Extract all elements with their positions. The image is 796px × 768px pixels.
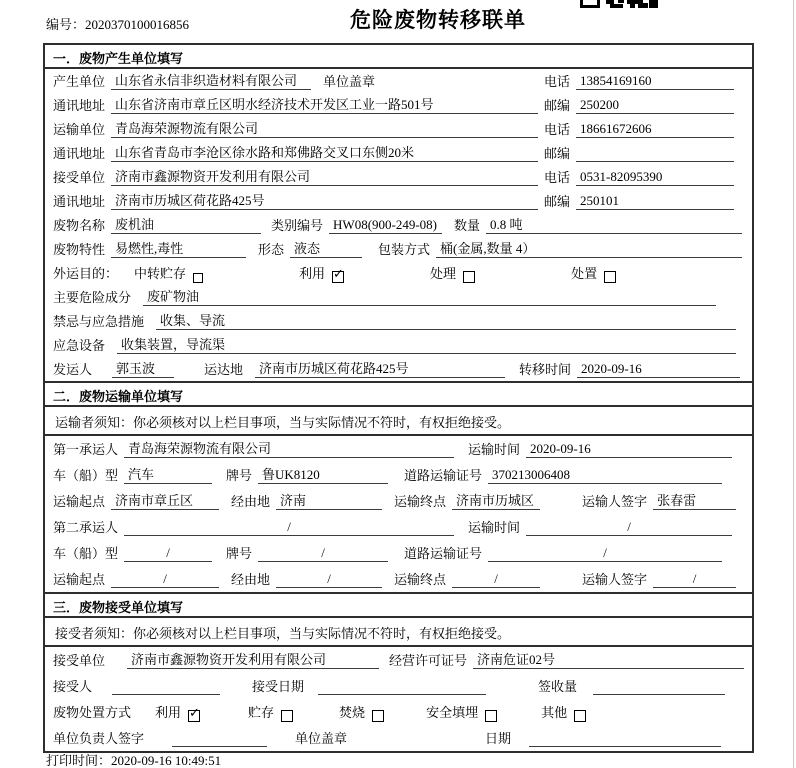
disposal-method-row xyxy=(45,699,752,725)
origin-2-label: 运输起点 xyxy=(53,572,106,587)
origin-1-value: 济南市章丘区 xyxy=(111,490,219,510)
producer-zip-label: 邮编 xyxy=(543,98,570,113)
first-carrier-row xyxy=(45,436,752,462)
date-label: 日期 xyxy=(485,731,512,746)
receiver-phone-value: 0531-82095390 xyxy=(576,169,734,186)
waste-characteristics-label: 废物特性 xyxy=(53,242,106,257)
emergency-measures-label: 禁忌与应急措施 xyxy=(53,314,145,329)
plate-number-1-label: 牌号 xyxy=(226,468,253,483)
unit-head-signature-row xyxy=(45,725,752,751)
transporter-unit-value: 青岛海荣源物流有限公司 xyxy=(111,118,538,138)
producer-address-value: 山东省济南市章丘区明水经济技术开发区工业一路501号 xyxy=(111,94,538,114)
first-carrier-value: 青岛海荣源物流有限公司 xyxy=(124,438,454,458)
destination-value: 济南市历城区荷花路425号 xyxy=(255,358,505,378)
purpose-option-dispose: 处置 xyxy=(571,263,616,282)
route-1-row xyxy=(45,488,752,514)
second-carrier-value: / xyxy=(124,519,454,536)
page-right-edge xyxy=(793,0,794,768)
via-2-label: 经由地 xyxy=(231,572,271,587)
physical-form-label: 形态 xyxy=(258,242,285,257)
transporter-address-label: 通讯地址 xyxy=(53,146,106,161)
disposal-method-label: 废物处置方式 xyxy=(53,705,132,720)
section-1-heading: 一．废物产生单位填写 xyxy=(45,45,752,69)
transporter-address-row xyxy=(45,141,752,165)
terminus-2-value: / xyxy=(452,571,540,588)
hazard-components-row xyxy=(45,285,752,309)
plate-number-2-label: 牌号 xyxy=(226,546,253,561)
vehicle-type-1-value: 汽车 xyxy=(124,464,212,484)
carrier-sign-1-value: 张春雷 xyxy=(653,490,736,510)
transport-time-2-label: 运输时间 xyxy=(468,520,521,535)
waste-name-label: 废物名称 xyxy=(53,218,106,233)
via-1-value: 济南 xyxy=(276,490,382,510)
destination-label: 运达地 xyxy=(204,362,244,377)
waste-characteristics-row xyxy=(45,237,752,261)
consignor-value: 郭玉波 xyxy=(112,358,174,378)
emergency-equipment-value: 收集装置，导流渠 xyxy=(117,334,736,354)
physical-form-value: 液态 xyxy=(290,238,362,258)
waste-name-value: 废机油 xyxy=(111,214,261,234)
second-carrier-row xyxy=(45,514,752,540)
accept-date-value xyxy=(318,680,486,695)
producer-phone-value: 13854169160 xyxy=(576,73,734,90)
carrier-sign-1-label: 运输人签字 xyxy=(582,494,648,509)
section-3-heading: 三．废物接受单位填写 xyxy=(45,592,752,618)
form-title: 危险废物转移联单 xyxy=(350,9,526,32)
transport-time-1-value: 2020-09-16 xyxy=(526,441,732,458)
acceptor-value xyxy=(112,680,220,695)
first-carrier-label: 第一承运人 xyxy=(53,442,119,457)
utilize-checkbox xyxy=(332,271,344,283)
receiver-zip-label: 邮编 xyxy=(543,194,570,209)
receiver-unit-label: 接受单位 xyxy=(53,170,106,185)
section-2-heading: 二．废物运输单位填写 xyxy=(45,381,752,407)
emergency-equipment-row xyxy=(45,333,752,357)
vehicle-type-1-label: 车（船）型 xyxy=(53,468,119,483)
accepting-unit-row xyxy=(45,647,752,673)
carrier-sign-2-value: / xyxy=(653,571,736,588)
print-time xyxy=(46,750,221,768)
purpose-option-treat: 处理 xyxy=(430,263,475,282)
producer-phone-label: 电话 xyxy=(543,74,570,89)
packaging-value: 桶(金属,数量 4） xyxy=(436,238,742,258)
disposal-incinerate-checkbox xyxy=(372,710,384,722)
acceptor-label: 接受人 xyxy=(53,679,93,694)
receiver-address-label: 通讯地址 xyxy=(53,194,106,209)
transfer-form-table xyxy=(43,43,754,753)
terminus-1-label: 运输终点 xyxy=(394,494,447,509)
transporter-notice: 运输者须知：你必须核对以上栏目事项，当与实际情况不符时，有权拒绝接受。 xyxy=(45,407,752,436)
disposal-store-checkbox xyxy=(281,710,293,722)
category-code-value: HW08(900-249-08) xyxy=(329,217,442,234)
emergency-measures-row xyxy=(45,309,752,333)
print-time-label: 打印时间： xyxy=(46,753,112,768)
acceptor-row xyxy=(45,673,752,699)
via-1-label: 经由地 xyxy=(231,494,271,509)
transfer-date-value: 2020-09-16 xyxy=(577,361,740,378)
transport-time-1-label: 运输时间 xyxy=(468,442,521,457)
emergency-equipment-label: 应急设备 xyxy=(53,338,106,353)
transporter-phone-value: 18661672606 xyxy=(576,121,734,138)
disposal-landfill-checkbox xyxy=(485,710,497,722)
plate-number-2-value: / xyxy=(258,545,388,562)
transporter-phone-label: 电话 xyxy=(543,122,570,137)
purpose-option-transit-storage: 中转贮存 xyxy=(134,263,203,282)
unit-seal-label: 单位盖章 xyxy=(295,731,348,746)
transfer-date-label: 转移时间 xyxy=(519,362,572,377)
vehicle-2-row xyxy=(45,540,752,566)
second-carrier-label: 第二承运人 xyxy=(53,520,119,535)
producer-zip-value: 250200 xyxy=(576,97,734,114)
receiver-unit-row xyxy=(45,165,752,189)
transit-storage-checkbox xyxy=(193,273,203,283)
purpose-option-utilize: 利用 ✓ xyxy=(299,263,344,282)
vehicle-type-2-value: / xyxy=(124,545,212,562)
document-header xyxy=(43,6,755,36)
transfer-purpose-label: 外运目的： xyxy=(53,266,119,281)
waste-name-row xyxy=(45,213,752,237)
unit-head-signature-label: 单位负责人签字 xyxy=(53,731,145,746)
receiver-address-value: 济南市历城区荷花路425号 xyxy=(111,190,538,210)
road-permit-2-value: / xyxy=(488,545,722,562)
vehicle-type-2-label: 车（船）型 xyxy=(53,546,119,561)
disposal-option-other: 其他 xyxy=(541,702,586,721)
terminus-2-label: 运输终点 xyxy=(394,572,447,587)
origin-1-label: 运输起点 xyxy=(53,494,106,509)
dispose-checkbox xyxy=(604,271,616,283)
road-permit-2-label: 道路运输证号 xyxy=(404,546,483,561)
consignor-label: 发运人 xyxy=(53,362,93,377)
receiver-address-row xyxy=(45,189,752,213)
receiver-notice: 接受者须知：你必须核对以上栏目事项，当与实际情况不符时，有权拒绝接受。 xyxy=(45,618,752,647)
license-number-label: 经营许可证号 xyxy=(389,653,468,668)
serial-label: 编号： xyxy=(46,17,86,32)
road-permit-1-value: 370213006408 xyxy=(488,467,722,484)
date-value xyxy=(529,732,721,747)
producer-unit-value: 山东省永信非织造材料有限公司 xyxy=(111,70,311,90)
disposal-other-checkbox xyxy=(574,710,586,722)
company-seal-label: 单位盖章 xyxy=(323,74,376,89)
disposal-option-landfill: 安全填埋 xyxy=(426,702,497,721)
disposal-option-utilize: 利用 ✓ xyxy=(155,702,200,721)
category-code-label: 类别编号 xyxy=(271,218,324,233)
receiver-zip-value: 250101 xyxy=(576,193,734,210)
serial-value: 2020370100016856 xyxy=(85,17,190,32)
treat-checkbox xyxy=(463,271,475,283)
disposal-option-store: 贮存 xyxy=(248,702,293,721)
transporter-zip-value xyxy=(576,147,734,162)
waste-characteristics-value: 易燃性,毒性 xyxy=(111,238,246,258)
via-2-value: / xyxy=(276,571,382,588)
transfer-purpose-row xyxy=(45,261,752,285)
received-qty-value xyxy=(593,680,725,695)
accepting-unit-label: 接受单位 xyxy=(53,653,106,668)
license-number-value: 济南危证02号 xyxy=(473,649,744,669)
packaging-label: 包装方式 xyxy=(378,242,431,257)
receiver-phone-label: 电话 xyxy=(543,170,570,185)
unit-head-signature-value xyxy=(172,732,267,747)
accepting-unit-value: 济南市鑫源物资开发利用有限公司 xyxy=(127,649,379,669)
disposal-option-incinerate: 焚烧 xyxy=(339,702,384,721)
receiver-unit-value: 济南市鑫源物资开发利用有限公司 xyxy=(111,166,538,186)
accept-date-label: 接受日期 xyxy=(252,679,305,694)
route-2-row xyxy=(45,566,752,592)
road-permit-1-label: 道路运输证号 xyxy=(404,468,483,483)
print-time-value: 2020-09-16 10:49:51 xyxy=(111,753,222,768)
transporter-zip-label: 邮编 xyxy=(543,146,570,161)
transporter-unit-row xyxy=(45,117,752,141)
vehicle-1-row xyxy=(45,462,752,488)
quantity-value: 0.8 吨 xyxy=(486,214,742,234)
origin-2-value: / xyxy=(111,571,219,588)
transport-time-2-value: / xyxy=(526,519,732,536)
plate-number-1-value: 鲁UK8120 xyxy=(258,464,388,484)
serial-number xyxy=(46,14,189,33)
emergency-measures-value: 收集、导流 xyxy=(156,310,736,330)
hazard-components-label: 主要危险成分 xyxy=(53,290,132,305)
producer-unit-row xyxy=(45,69,752,93)
hazard-components-value: 废矿物油 xyxy=(143,286,716,306)
transporter-address-value: 山东省青岛市李沧区徐水路和郑佛路交叉口东侧20米 xyxy=(111,142,538,162)
transporter-unit-label: 运输单位 xyxy=(53,122,106,137)
producer-address-row xyxy=(45,93,752,117)
producer-unit-label: 产生单位 xyxy=(53,74,106,89)
received-qty-label: 签收量 xyxy=(538,679,578,694)
disposal-utilize-checkbox xyxy=(188,710,200,722)
terminus-1-value: 济南市历城区 xyxy=(452,490,540,510)
quantity-label: 数量 xyxy=(454,218,481,233)
producer-address-label: 通讯地址 xyxy=(53,98,106,113)
consignor-row xyxy=(45,357,752,381)
carrier-sign-2-label: 运输人签字 xyxy=(582,572,648,587)
